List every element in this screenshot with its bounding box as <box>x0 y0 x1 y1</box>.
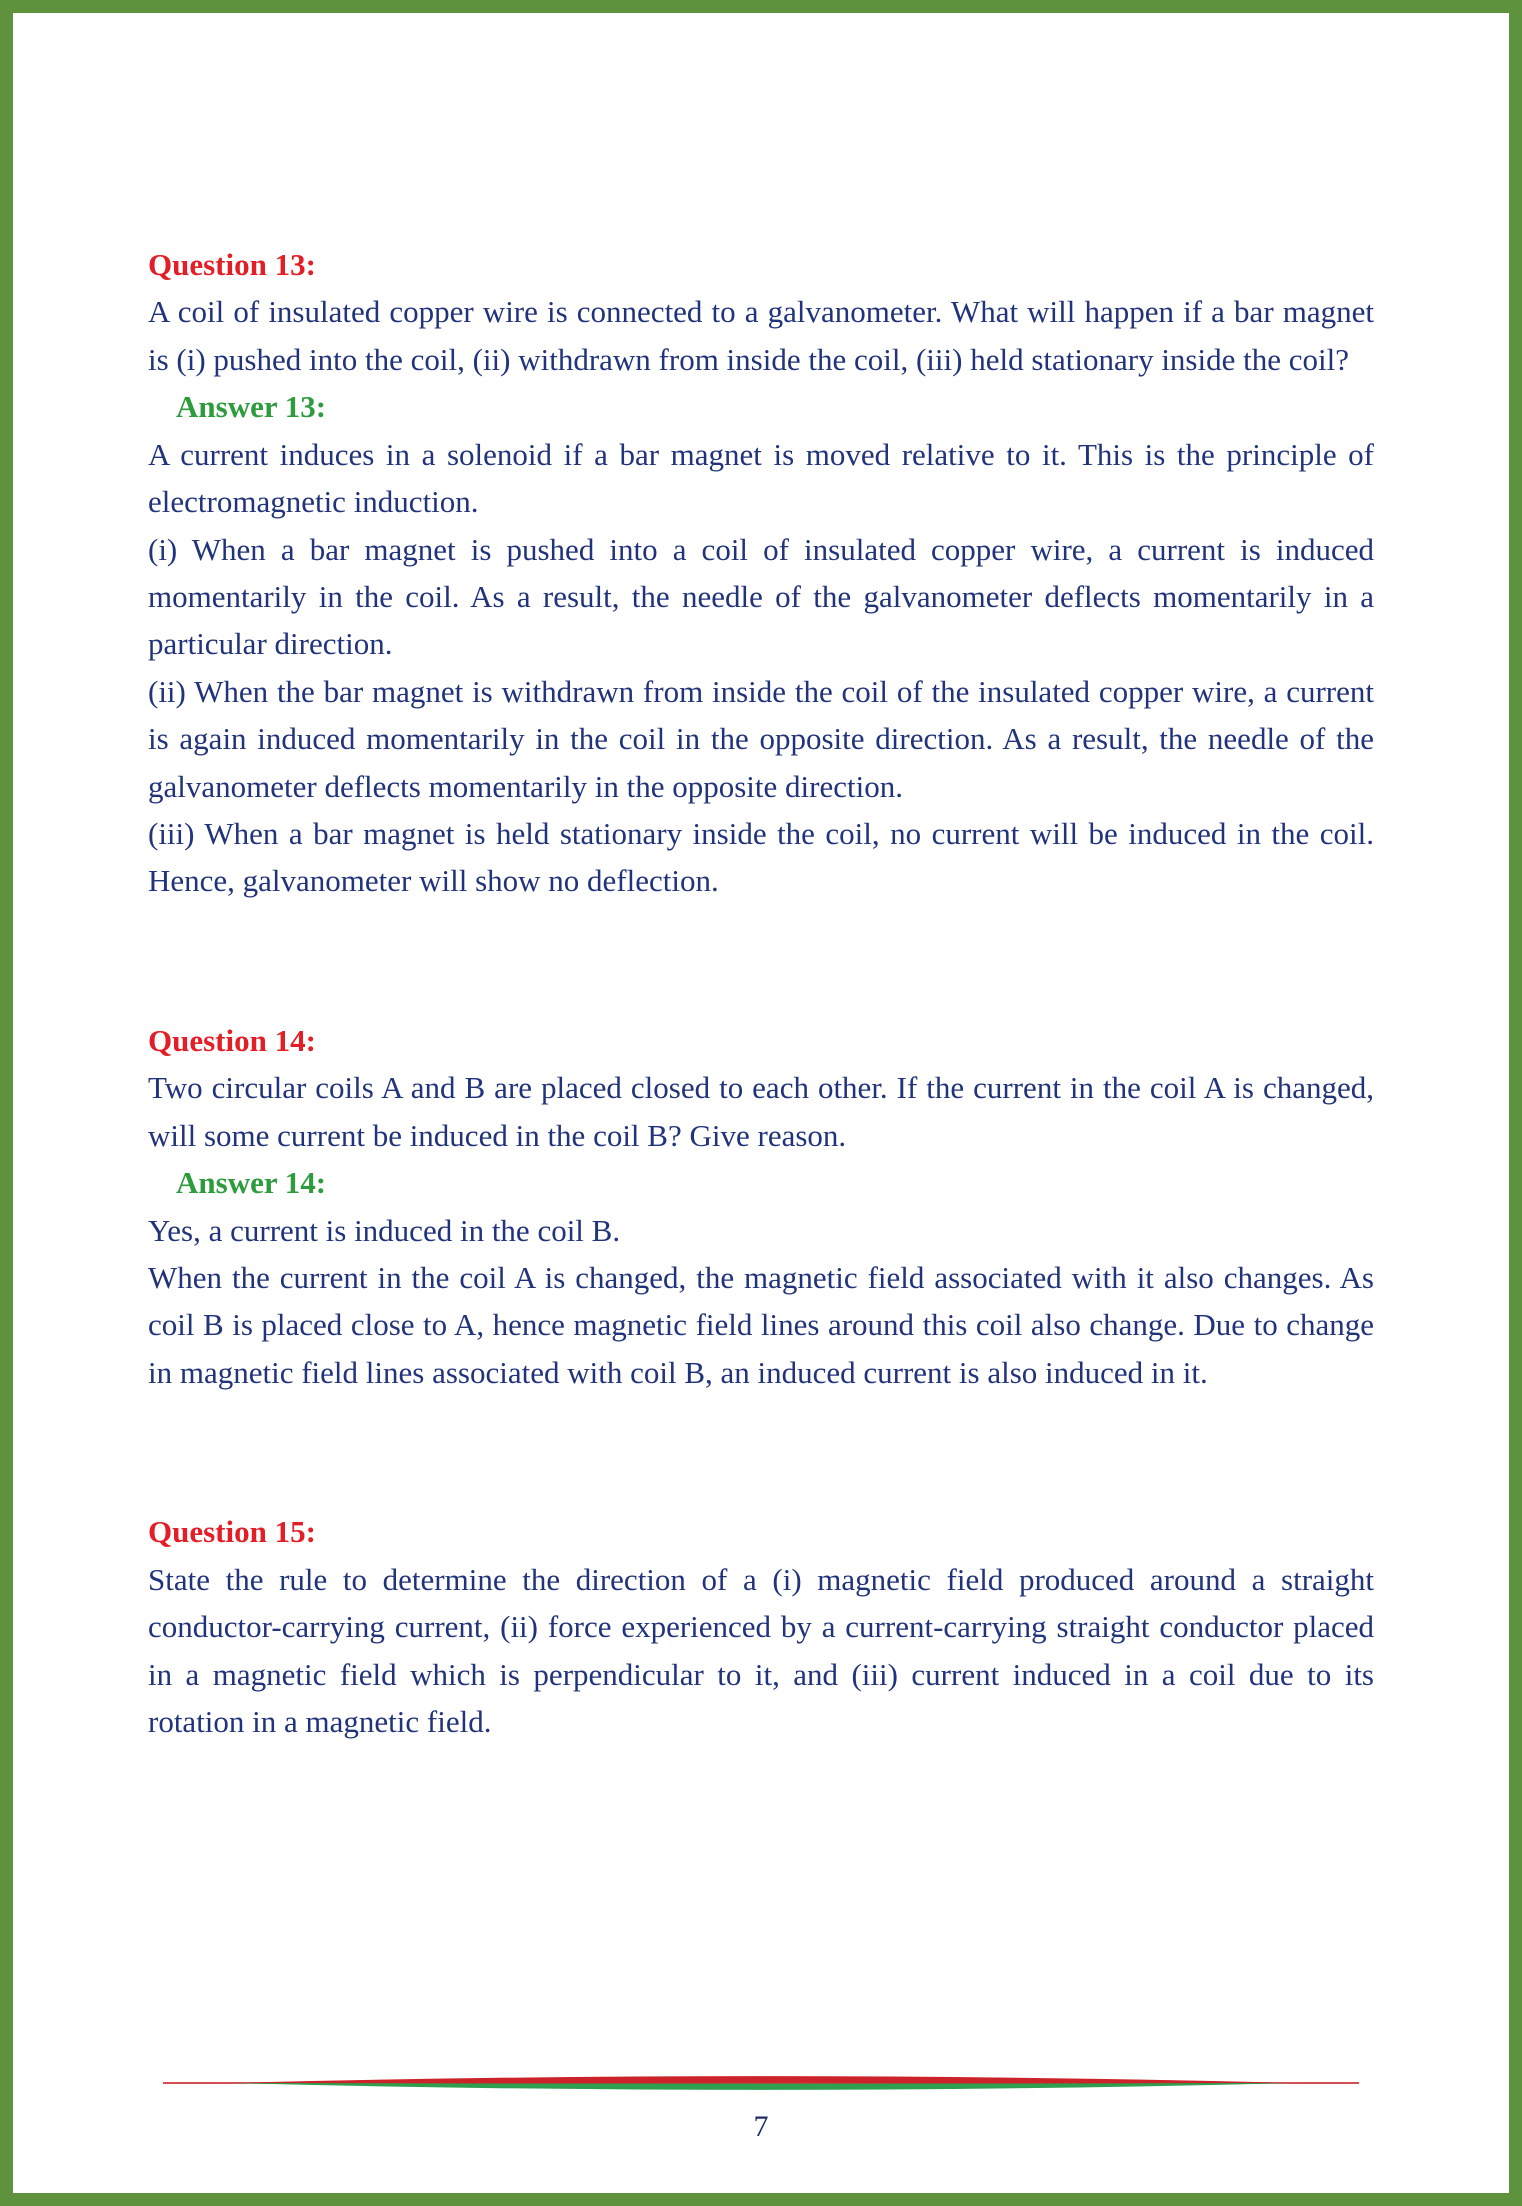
question-13-text: A coil of insulated copper wire is connected to a galvanometer. What will happen if a bar magnet is (i) pushed into the coil, (ii) withdrawn from inside the coil, (iii) held stationary inside the coil? <box>148 294 1374 377</box>
answer-13-paragraph: (i) When a bar magnet is pushed into a coil of insulated copper wire, a current is induced momentarily in the coil. As a result, the needle of the galvanometer deflects momentarily in a particular direction. <box>148 531 1374 662</box>
question-14-text: Two circular coils A and B are placed closed to each other. If the current in the coil A is changed, will some current be induced in the coil B? Give reason. <box>148 1070 1374 1153</box>
question-14-heading: Question 14: <box>148 1022 316 1058</box>
document-content <box>13 13 1509 1745</box>
answer-14-paragraph: When the current in the coil A is changed, the magnetic field associated with it also changes. As coil B is placed close to A, hence magnetic field lines around this coil also change. Due to change in magnetic field lines associated with coil B, an induced current is also induced in it. <box>148 1260 1374 1390</box>
qa-section-15 <box>148 1508 1374 1745</box>
answer-13-paragraph: (iii) When a bar magnet is held stationary inside the coil, no current will be induced in the coil. Hence, galvanometer will show no deflection. <box>148 816 1374 899</box>
question-15-text: State the rule to determine the direction of a (i) magnetic field produced around a straight conductor-carrying current, (ii) force experienced by a current-carrying straight conductor placed in a magnetic field which is perpendicular to it, and (iii) current induced in a coil due to its rotation in a magnetic field. <box>148 1561 1374 1739</box>
answer-14-heading: Answer 14: <box>176 1165 327 1201</box>
page-footer <box>13 2075 1509 2193</box>
answer-13-paragraph: (ii) When the bar magnet is withdrawn from inside the coil of the insulated copper wire, a current is again induced momentarily in the coil in the opposite direction. As a result, the needle of the galvanometer deflects momentarily in the opposite direction. <box>148 673 1374 804</box>
qa-section-13 <box>148 241 1374 905</box>
question-15-heading: Question 15: <box>148 1514 316 1550</box>
question-13-heading: Question 13: <box>148 247 316 282</box>
section-divider-icon <box>163 2075 1360 2091</box>
answer-13-paragraph: A current induces in a solenoid if a bar magnet is moved relative to it. This is the principle of electromagnetic induction. <box>148 436 1374 520</box>
answer-14-paragraph: Yes, a current is induced in the coil B. <box>148 1212 621 1248</box>
answer-13-heading: Answer 13: <box>176 389 327 425</box>
qa-section-14 <box>148 1017 1374 1396</box>
page-number: 7 <box>753 2110 769 2143</box>
